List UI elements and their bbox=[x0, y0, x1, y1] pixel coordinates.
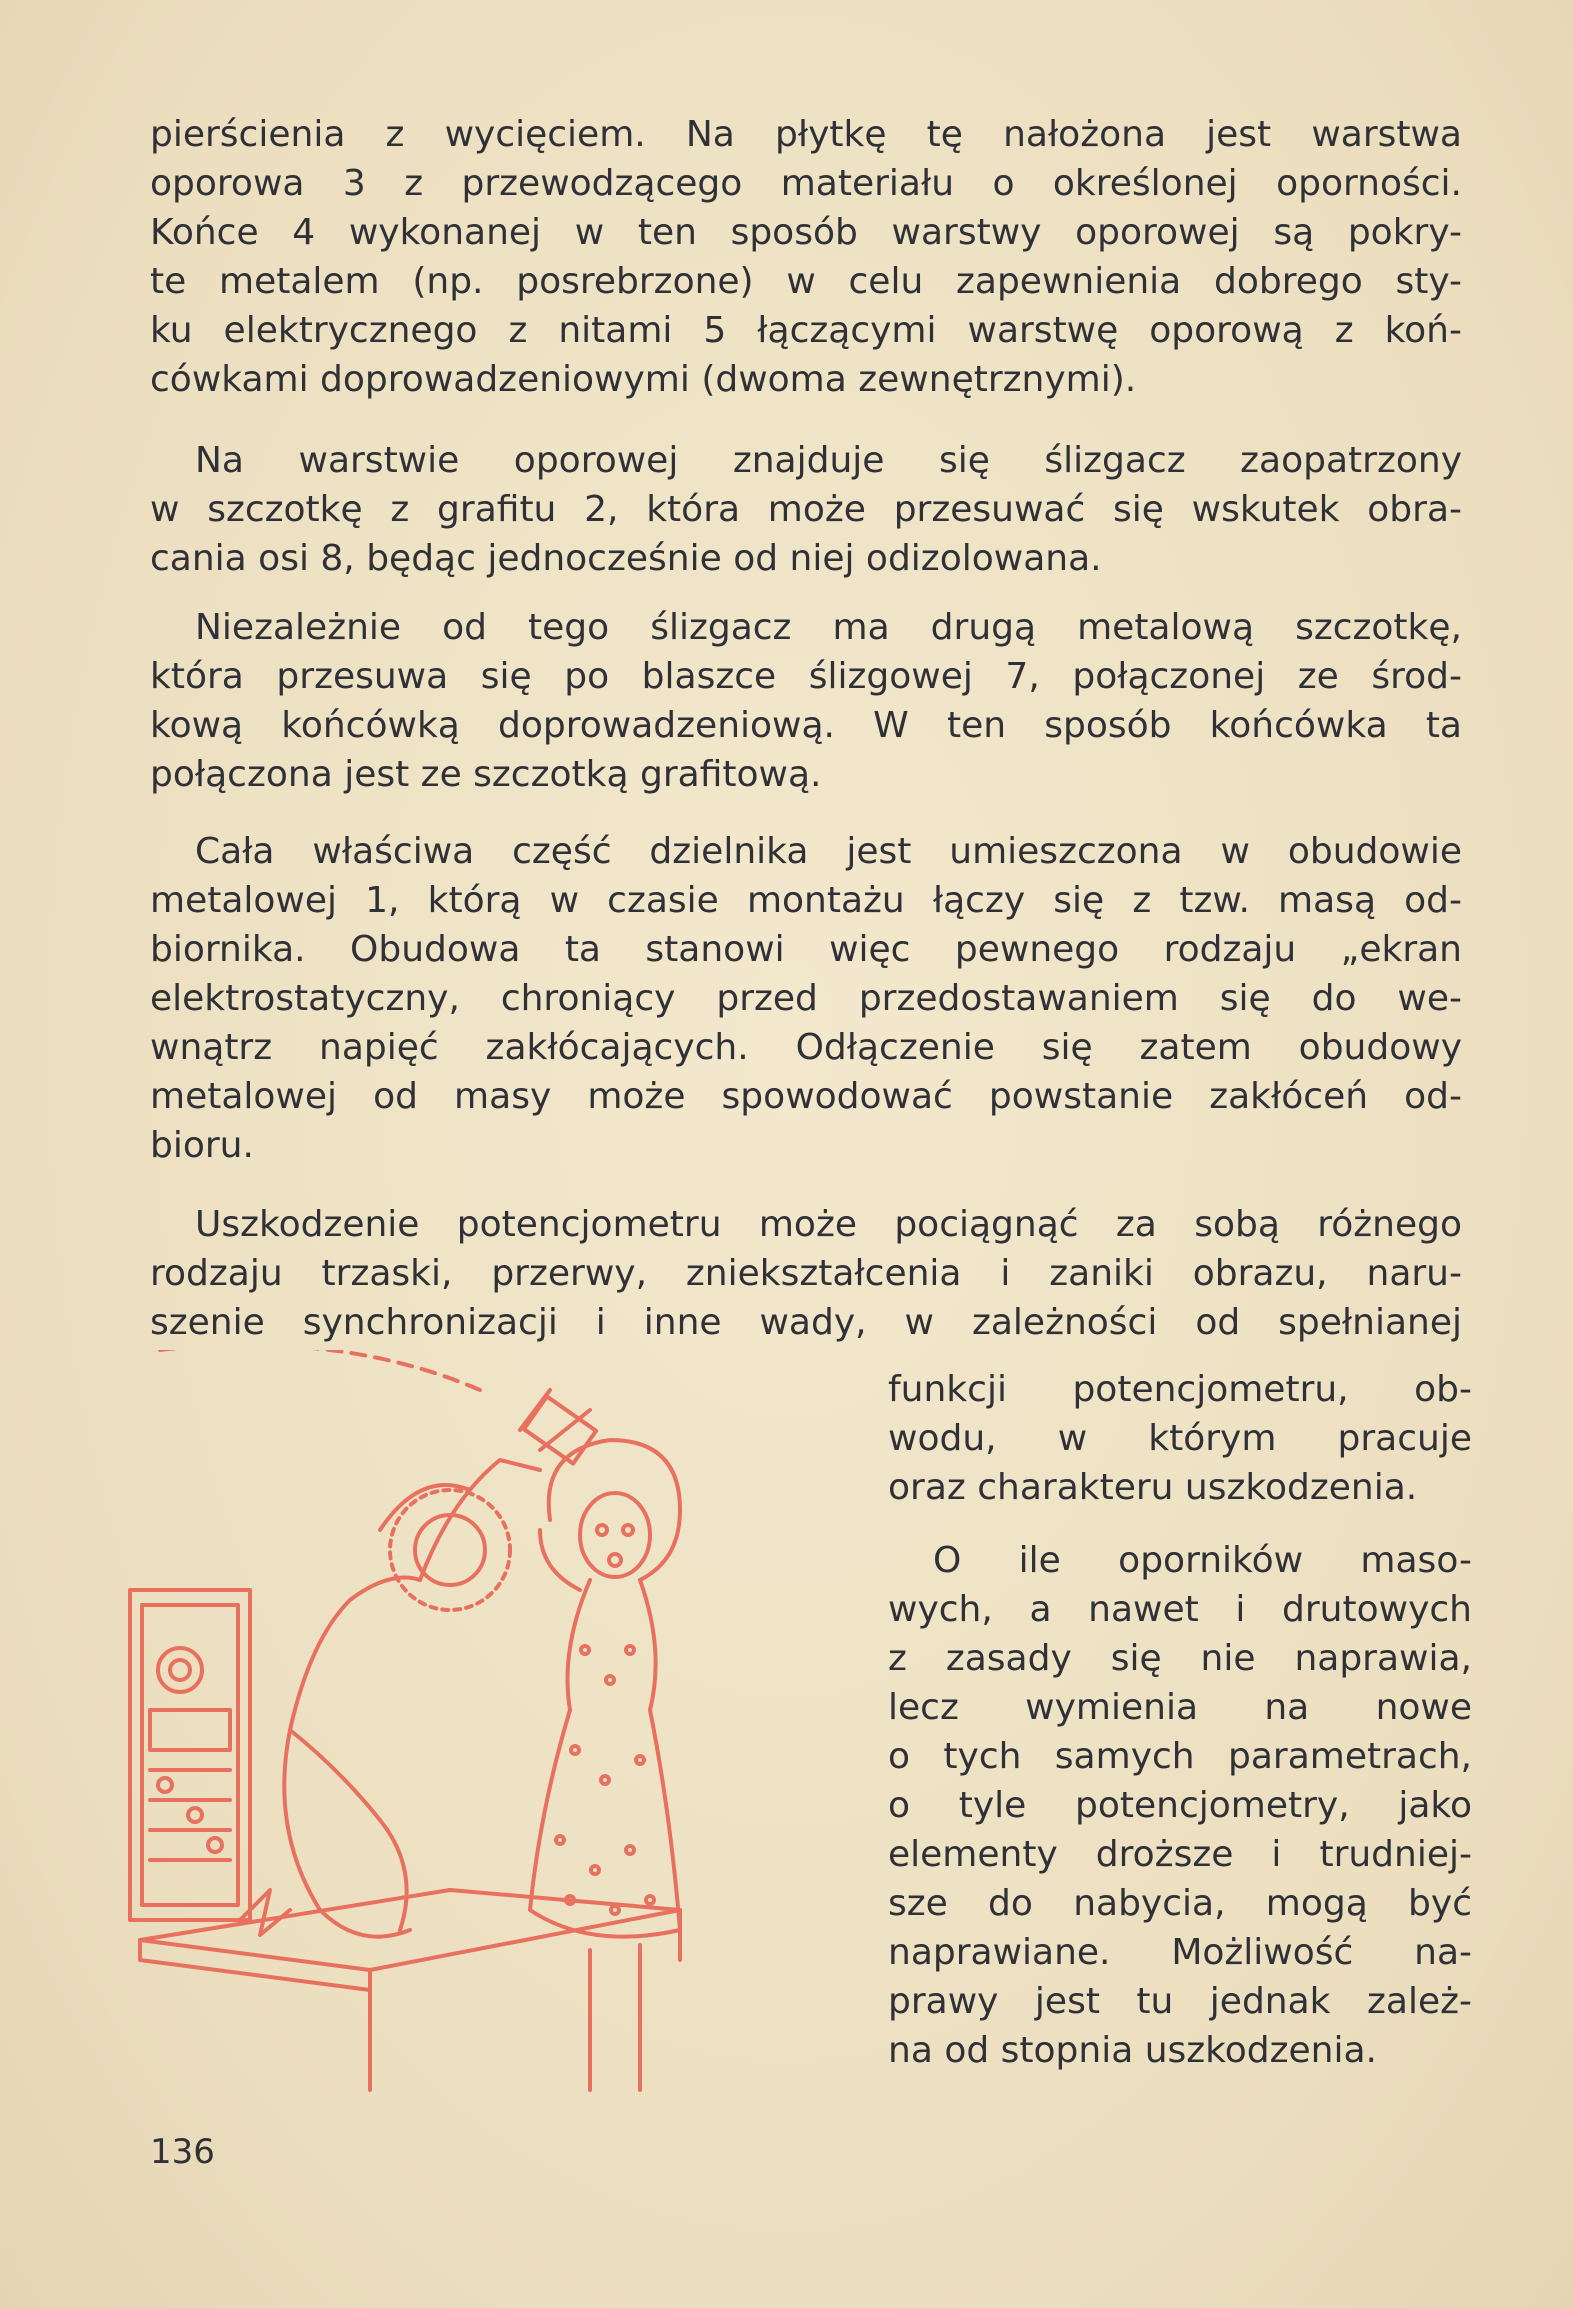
paragraph-metal-brush bbox=[150, 603, 1462, 799]
text-line: cówkami doprowadzeniowymi (dwoma zewnętrznymi). bbox=[150, 359, 1137, 400]
paragraph-damage-continued bbox=[888, 1365, 1472, 1512]
text-line: biornika. Obudowa ta stanowi więc pewnego rodzaju „ekran bbox=[150, 929, 1462, 970]
text-line: Cała właściwa część dzielnika jest umieszczona w obudowie bbox=[195, 831, 1462, 872]
tv-receiver-drawing bbox=[130, 1590, 250, 1920]
paragraph-slider bbox=[150, 436, 1462, 583]
text-line: O ile oporników maso- bbox=[933, 1540, 1472, 1581]
text-line: szenie synchronizacji i inne wady, w zależności od spełnianej bbox=[150, 1302, 1462, 1343]
text-line: na od stopnia uszkodzenia. bbox=[888, 2030, 1377, 2071]
text-line: metalowej od masy może spowodować powstanie zakłóceń od- bbox=[150, 1076, 1462, 1117]
text-line: prawy jest tu jednak zależ- bbox=[888, 1981, 1472, 2022]
text-line: ku elektrycznego z nitami 5 łączącymi warstwę oporową z koń- bbox=[150, 310, 1462, 351]
paragraph-housing bbox=[150, 827, 1462, 1170]
text-line: Końce 4 wykonanej w ten sposób warstwy oporowej są pokry- bbox=[150, 212, 1462, 253]
text-line: elektrostatyczny, chroniący przed przedostawaniem się do we- bbox=[150, 978, 1462, 1019]
text-line: z zasady się nie naprawia, bbox=[888, 1638, 1472, 1679]
text-line: połączona jest ze szczotką grafitową. bbox=[150, 754, 822, 795]
text-line: pierścienia z wycięciem. Na płytkę tę nałożona jest warstwa bbox=[150, 114, 1462, 155]
text-line: Niezależnie od tego ślizgacz ma drugą metalową szczotkę, bbox=[195, 607, 1462, 648]
text-line: o tych samych parametrach, bbox=[888, 1736, 1472, 1777]
text-line: Uszkodzenie potencjometru może pociągnąć za sobą różnego bbox=[195, 1204, 1462, 1245]
paragraph-damage bbox=[150, 1200, 1462, 1347]
text-line: rodzaju trzaski, przerwy, zniekształcenia i zaniki obrazu, naru- bbox=[150, 1253, 1462, 1294]
text-line: kową końcówką doprowadzeniową. W ten sposób końcówka ta bbox=[150, 705, 1462, 746]
text-line: Na warstwie oporowej znajduje się ślizgacz zaopatrzony bbox=[195, 440, 1462, 481]
text-line: te metalem (np. posrebrzone) w celu zapewnienia dobrego sty- bbox=[150, 261, 1462, 302]
cartoon-illustration bbox=[120, 1350, 880, 2110]
text-line: która przesuwa się po blaszce ślizgowej 7, połączonej ze środ- bbox=[150, 656, 1462, 697]
page-number: 136 bbox=[150, 2132, 215, 2172]
text-line: naprawiane. Możliwość na- bbox=[888, 1932, 1472, 1973]
paragraph-repair bbox=[888, 1536, 1472, 2075]
text-line: sze do nabycia, mogą być bbox=[888, 1883, 1472, 1924]
man-drawing bbox=[160, 1350, 596, 1937]
text-line: lecz wymienia na nowe bbox=[888, 1687, 1472, 1728]
text-line: w szczotkę z grafitu 2, która może przesuwać się wskutek obra- bbox=[150, 489, 1462, 530]
text-line: o tyle potencjometry, jako bbox=[888, 1785, 1472, 1826]
woman-drawing bbox=[530, 1440, 680, 2090]
text-line: wodu, w którym pracuje bbox=[888, 1418, 1472, 1459]
text-line: oporowa 3 z przewodzącego materiału o określonej oporności. bbox=[150, 163, 1462, 204]
text-line: elementy droższe i trudniej- bbox=[888, 1834, 1472, 1875]
paragraph-resistive-layer bbox=[150, 110, 1462, 404]
text-line: metalowej 1, którą w czasie montażu łączy się z tzw. masą od- bbox=[150, 880, 1462, 921]
text-line: wych, a nawet i drutowych bbox=[888, 1589, 1472, 1630]
text-line: bioru. bbox=[150, 1125, 254, 1166]
text-line: wnątrz napięć zakłócających. Odłączenie się zatem obudowy bbox=[150, 1027, 1462, 1068]
text-line: oraz charakteru uszkodzenia. bbox=[888, 1467, 1418, 1508]
text-line: funkcji potencjometru, ob- bbox=[888, 1369, 1472, 1410]
text-line: cania osi 8, będąc jednocześnie od niej odizolowana. bbox=[150, 538, 1102, 579]
